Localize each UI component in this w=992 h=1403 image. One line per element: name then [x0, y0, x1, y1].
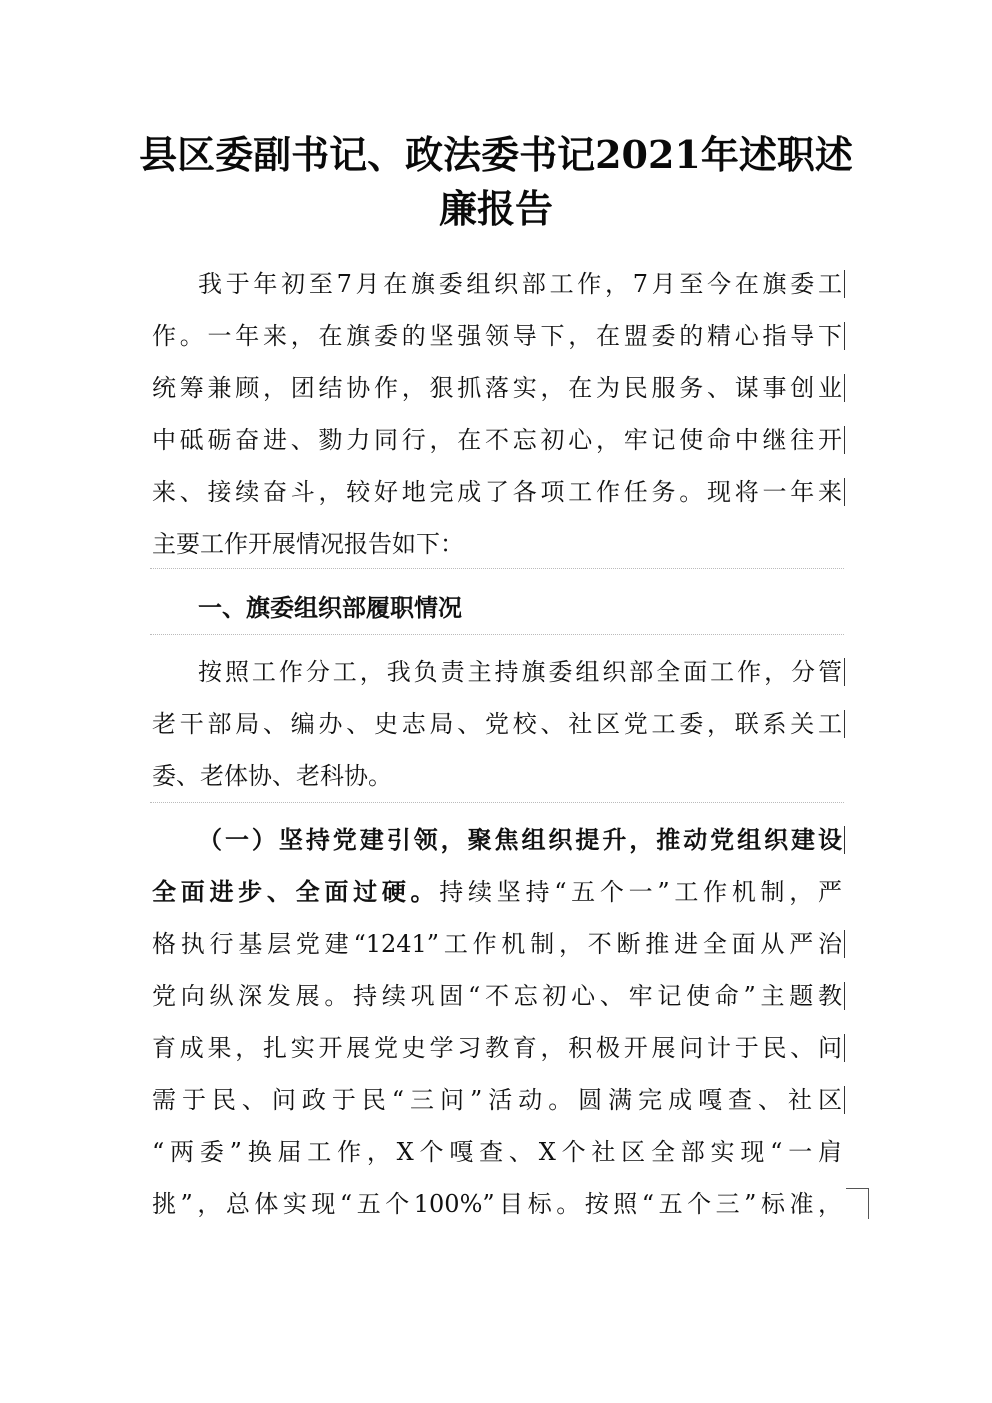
margin-bar — [844, 658, 845, 686]
subsection-line-2-text: 持续坚持“五个一”工作机制，严 — [439, 878, 842, 906]
subsection-line-4: 党向纵深发展。持续巩固“不忘初心、牢记使命”主题教 — [152, 982, 842, 1010]
paragraph-divider — [150, 802, 844, 803]
section1-line-1: 按照工作分工，我负责主持旗委组织部全面工作，分管 — [198, 658, 842, 686]
intro-line-4: 中砥砺奋进、勠力同行，在不忘初心，牢记使命中继往开 — [152, 426, 842, 454]
margin-bar — [844, 982, 845, 1010]
paragraph-divider — [150, 634, 844, 635]
intro-line-3: 统筹兼顾，团结协作，狠抓落实，在为民服务、谋事创业 — [152, 374, 842, 402]
margin-bar — [844, 478, 845, 506]
subsection-line-3: 格执行基层党建“1241”工作机制，不断推进全面从严治 — [152, 930, 842, 958]
subsection-line-7: “两委”换届工作，X个嘎查、X个社区全部实现“一肩 — [152, 1138, 842, 1166]
margin-bar — [844, 930, 845, 958]
margin-bar — [844, 322, 845, 350]
margin-bar — [844, 270, 845, 298]
margin-bar — [844, 1086, 845, 1114]
intro-line-1: 我于年初至7月在旗委组织部工作，7月至今在旗委工 — [198, 270, 842, 298]
margin-bar — [844, 374, 845, 402]
page-corner-mark — [846, 1188, 869, 1219]
section1-line-3: 委、老体协、老科协。 — [152, 762, 392, 790]
subsection-line-5: 育成果，扎实开展党史学习教育，积极开展问计于民、问 — [152, 1034, 842, 1062]
subsection-line-2 — [152, 872, 842, 912]
margin-bar — [844, 1034, 845, 1062]
section-heading: 一、旗委组织部履职情况 — [198, 593, 462, 622]
margin-bar — [844, 710, 845, 738]
document-title-line-1: 县区委副书记、政法委书记2021年述职述 — [139, 132, 853, 177]
margin-bar — [844, 826, 845, 854]
intro-line-2: 作。一年来，在旗委的坚强领导下，在盟委的精心指导下 — [152, 322, 842, 350]
paragraph-divider — [150, 568, 844, 569]
document-title-line-2: 廉报告 — [438, 186, 553, 231]
subsection-line-8: 挑”，总体实现“五个100%”目标。按照“五个三”标准， — [152, 1190, 842, 1218]
intro-line-5: 来、接续奋斗，较好地完成了各项工作任务。现将一年来 — [152, 478, 842, 506]
subsection-heading-lead: 全面进步、全面过硬。 — [152, 877, 440, 906]
intro-line-6: 主要工作开展情况报告如下： — [152, 530, 464, 558]
subsection-line-6: 需于民、问政于民“三问”活动。圆满完成嘎查、社区 — [152, 1086, 842, 1114]
subsection-heading-line-1: （一）坚持党建引领，聚焦组织提升，推动党组织建设 — [198, 825, 842, 854]
margin-bar — [844, 426, 845, 454]
section1-line-2: 老干部局、编办、史志局、党校、社区党工委，联系关工 — [152, 710, 842, 738]
